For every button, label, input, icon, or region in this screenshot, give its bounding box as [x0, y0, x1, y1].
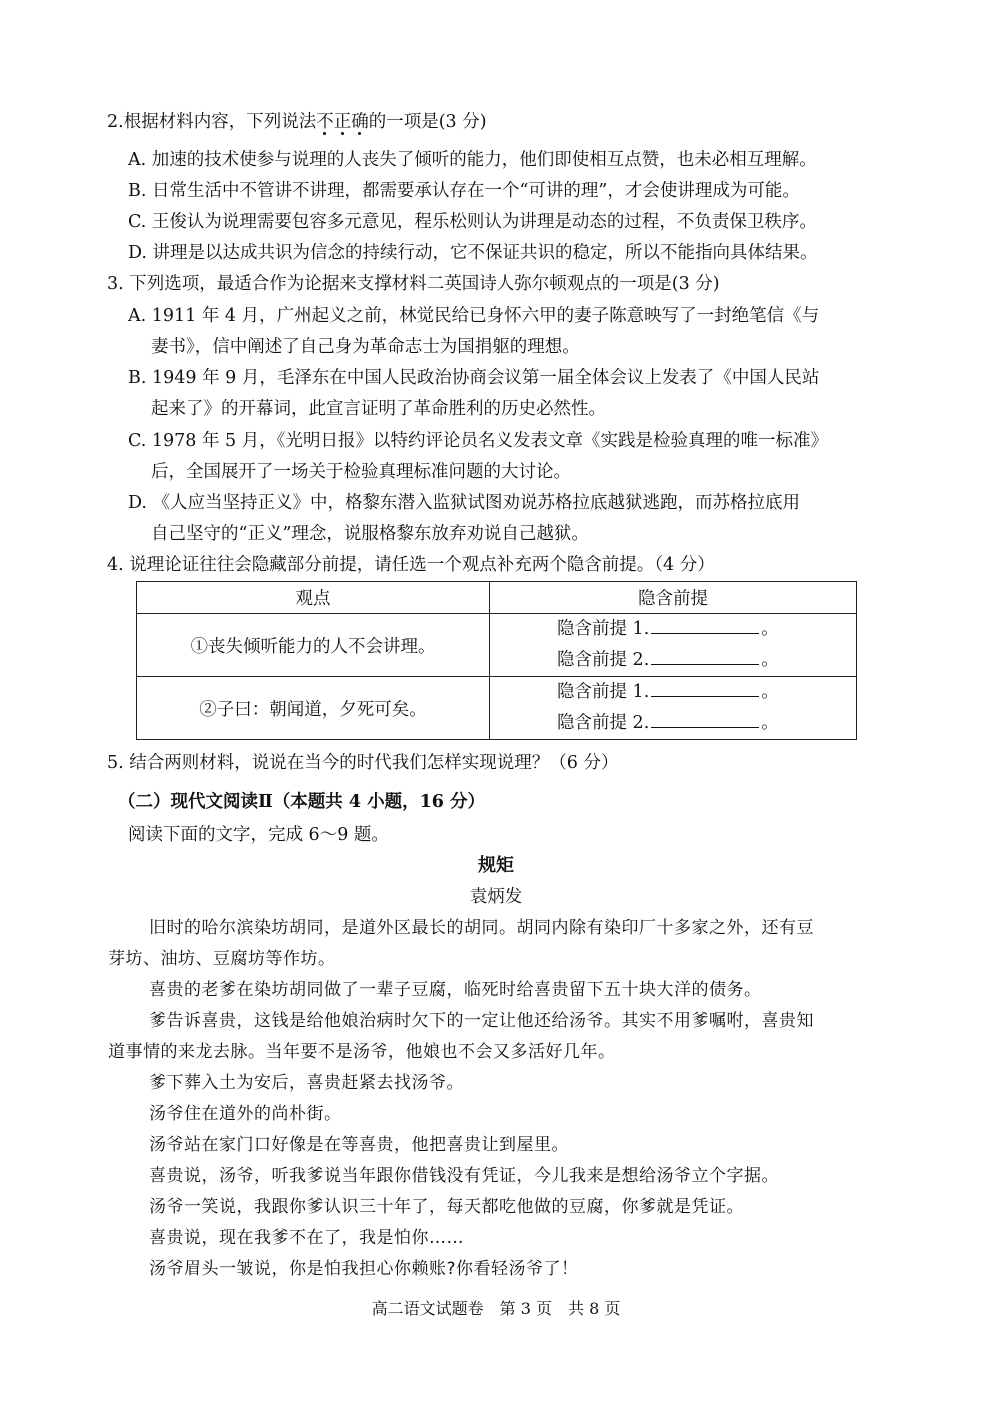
q2-option-d: D. 讲理是以达成共识为信念的持续行动，它不保证共识的稳定，所以不能指向具体结果。	[128, 243, 818, 263]
table-header-row	[137, 582, 857, 614]
q2-stem-pre: 2.根据材料内容，下列说法	[107, 112, 317, 132]
q2-stem-post: 的一项是(3 分)	[368, 112, 487, 132]
paragraph-8: 汤爷一笑说，我跟你爹认识三十年了，每天都吃他做的豆腐，你爹就是凭证。	[149, 1197, 744, 1217]
emphasis-char: 确	[351, 112, 369, 132]
story-author: 袁炳发	[469, 887, 523, 907]
premise-label: 隐含前提 2.	[557, 650, 650, 670]
q3-option-c-line2: 后，全国展开了一场关于检验真理标准问题的大讨论。	[151, 462, 571, 482]
premise-line	[490, 614, 856, 645]
question-5-stem: 5. 结合两则材料，说说在当今的时代我们怎样实现说理？（6 分）	[107, 753, 619, 773]
answer-blank[interactable]	[651, 678, 759, 697]
table-row	[137, 677, 857, 740]
premise-line	[490, 677, 856, 708]
q3-option-d-line2: 自己坚守的“正义”理念，说服格黎东放弃劝说自己越狱。	[151, 524, 589, 544]
premise-cell	[490, 614, 857, 677]
q3-option-b-line1: B. 1949 年 9 月，毛泽东在中国人民政治协商会议第一届全体会议上发表了《中国人民站	[128, 368, 820, 388]
paragraph-7: 喜贵说，汤爷，听我爹说当年跟你借钱没有凭证，今儿我来是想给汤爷立个字据。	[149, 1166, 779, 1186]
paragraph-3-line2: 道事情的来龙去脉。当年要不是汤爷，他娘也不会又多活好几年。	[108, 1042, 616, 1062]
end-mark: 。	[761, 682, 779, 702]
paragraph-4: 爹下葬入土为安后，喜贵赶紧去找汤爷。	[149, 1073, 464, 1093]
q3-option-a-line1: A. 1911 年 4 月，广州起义之前，林觉民给已身怀六甲的妻子陈意映写了一封绝笔信《与	[128, 306, 820, 326]
q2-option-c: C. 王俊认为说理需要包容多元意见，程乐松则认为讲理是动态的过程，不负责保卫秩序。	[128, 212, 817, 232]
paragraph-6: 汤爷站在家门口好像是在等喜贵，他把喜贵让到屋里。	[149, 1135, 569, 1155]
premise-table	[136, 581, 857, 740]
emphasis-char: 不	[316, 112, 334, 132]
paragraph-9: 喜贵说，现在我爹不在了，我是怕你……	[149, 1228, 464, 1248]
premise-line	[490, 645, 856, 676]
q3-option-a-line2: 妻书》，信中阐述了自己身为革命志士为国捐躯的理想。	[151, 337, 580, 357]
premise-line	[490, 708, 856, 739]
end-mark: 。	[761, 650, 779, 670]
view-cell: ①丧失倾听能力的人不会讲理。	[137, 614, 490, 677]
paragraph-3-line1: 爹告诉喜贵，这钱是给他娘治病时欠下的一定让他还给汤爷。其实不用爹嘱咐，喜贵知	[149, 1011, 814, 1031]
q2-option-a: A. 加速的技术使参与说理的人丧失了倾听的能力，他们即使相互点赞，也未必相互理解。	[128, 150, 817, 170]
table-row	[137, 614, 857, 677]
q3-option-c-line1: C. 1978 年 5 月，《光明日报》以特约评论员名义发表文章《实践是检验真理的唯一标准》	[128, 431, 828, 451]
paragraph-1-line1: 旧时的哈尔滨染坊胡同，是道外区最长的胡同。胡同内除有染印厂十多家之外，还有豆	[149, 918, 814, 938]
section-instruction: 阅读下面的文字，完成 6～9 题。	[128, 825, 389, 845]
paragraph-2: 喜贵的老爹在染坊胡同做了一辈子豆腐，临死时给喜贵留下五十块大洋的债务。	[149, 980, 762, 1000]
page-footer: 高二语文试题卷 第 3 页 共 8 页	[371, 1299, 621, 1318]
premise-label: 隐含前提 2.	[557, 713, 650, 733]
answer-blank[interactable]	[651, 615, 759, 634]
end-mark: 。	[761, 713, 779, 733]
answer-blank[interactable]	[651, 646, 759, 665]
q2-option-b: B. 日常生活中不管讲不讲理，都需要承认存在一个“可讲的理”，才会使讲理成为可能。	[128, 181, 800, 201]
premise-label: 隐含前提 1.	[557, 619, 650, 639]
section-heading: （二）现代文阅读Ⅱ（本题共 4 小题，16 分）	[118, 792, 486, 812]
end-mark: 。	[761, 619, 779, 639]
question-2-stem	[107, 110, 487, 134]
answer-blank[interactable]	[651, 709, 759, 728]
paragraph-1-line2: 芽坊、油坊、豆腐坊等作坊。	[108, 949, 336, 969]
premise-label: 隐含前提 1.	[557, 682, 650, 702]
q3-option-b-line2: 起来了》的开幕词，此宣言证明了革命胜利的历史必然性。	[151, 399, 606, 419]
emphasis-char: 正	[333, 112, 352, 132]
story-title: 规矩	[478, 855, 514, 876]
view-cell: ②子曰：朝闻道，夕死可矣。	[137, 677, 490, 740]
header-premise: 隐含前提	[490, 582, 857, 614]
paragraph-5: 汤爷住在道外的尚朴街。	[149, 1104, 342, 1124]
premise-cell	[490, 677, 857, 740]
paragraph-10: 汤爷眉头一皱说，你是怕我担心你赖账?你看轻汤爷了！	[149, 1259, 579, 1279]
question-3-stem: 3. 下列选项，最适合作为论据来支撑材料二英国诗人弥尔顿观点的一项是(3 分)	[107, 274, 720, 294]
question-4-stem: 4. 说理论证往往会隐藏部分前提，请任选一个观点补充两个隐含前提。（4 分）	[107, 555, 715, 575]
q3-option-d-line1: D. 《人应当坚持正义》中，格黎东潜入监狱试图劝说苏格拉底越狱逃跑，而苏格拉底用	[128, 493, 801, 513]
header-view: 观点	[137, 582, 490, 614]
